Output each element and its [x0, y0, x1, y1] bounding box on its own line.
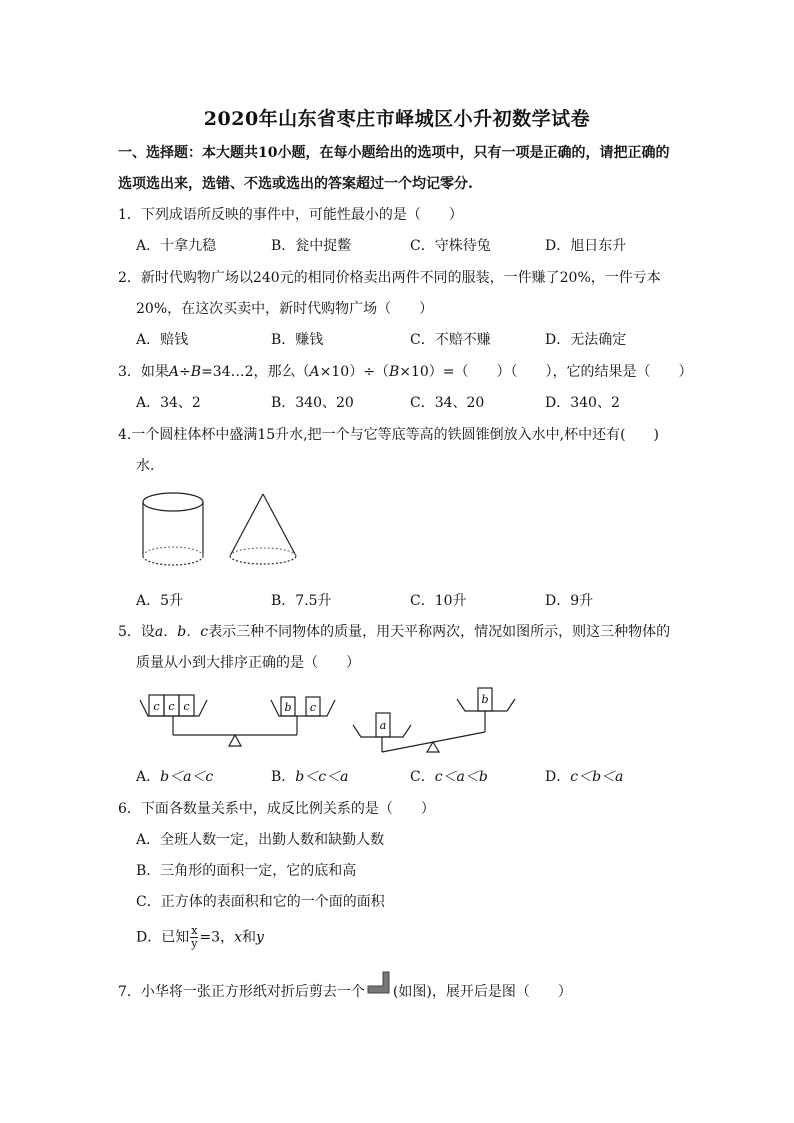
q2-option-b: B．赚钱	[271, 332, 324, 348]
question-5-stem-line2: 质量从小到大排序正确的是（ ）	[136, 655, 360, 671]
q2-option-d: D．无法确定	[545, 332, 627, 348]
q3-var-b2: B	[388, 364, 400, 380]
q5-option-d	[545, 767, 623, 787]
q5-option-a	[136, 767, 213, 787]
cutout-shape-icon	[367, 971, 391, 995]
q7-text-1: 7．小华将一张正方形纸对折后剪去一个	[118, 984, 365, 1000]
q3-text-1: 3．如果	[118, 364, 169, 380]
q5-option-d-label: D．	[545, 769, 571, 785]
q5-option-b-label: B．	[271, 769, 296, 785]
q6-var-x: x	[234, 929, 242, 946]
q1-option-b: B．瓮中捉鳖	[271, 238, 352, 254]
box-label-b1: b	[284, 701, 292, 714]
q2-option-c: C．不赔不赚	[410, 332, 491, 348]
q5-text-2: 表示三种不同物体的质量，用天平称两次，情况如图所示，则这三种物体的	[208, 624, 671, 640]
q4-option-c: C．10升	[410, 593, 467, 609]
question-3-stem	[118, 362, 693, 382]
q5-option-c-label: C．	[410, 769, 435, 785]
q5-option-d-expr: c＜b＜a	[570, 769, 624, 785]
q6-option-d-and: 和	[242, 929, 256, 946]
q6-var-y: y	[256, 929, 264, 946]
q6-option-d	[136, 925, 264, 950]
q5-text-1: 5．设	[118, 624, 155, 640]
question-2-stem-line1: 2．新时代购物广场以240元的相同价格卖出两件不同的服装，一件赚了20%，一件亏本	[118, 270, 661, 286]
q5-option-a-expr: b＜a＜c	[160, 769, 214, 785]
box-label-b2: b	[481, 693, 489, 706]
q5-variables: a．b．c	[154, 624, 209, 640]
q3-option-a: A．34、2	[136, 395, 201, 411]
box-label-c1: c	[153, 700, 160, 713]
question-5-stem-line1	[118, 622, 670, 642]
q6-option-d-eq: =3，	[199, 929, 235, 946]
q3-var-a2: A	[309, 364, 320, 380]
q6-option-b: B．三角形的面积一定，它的底和高	[136, 863, 357, 879]
question-7-stem	[118, 982, 572, 1002]
q5-option-b-expr: b＜c＜a	[295, 769, 349, 785]
q3-option-d: D．340、2	[545, 395, 620, 411]
q1-option-d: D．旭日东升	[545, 238, 627, 254]
q5-option-b	[271, 767, 348, 787]
q2-option-a: A．赔钱	[136, 332, 189, 348]
q3-text-4: ×10）÷（	[319, 364, 389, 380]
question-6-stem: 6．下面各数量关系中，成反比例关系的是（ ）	[118, 801, 435, 817]
box-label-c2: c	[168, 700, 175, 713]
question-4-stem-line2: 水．	[136, 458, 164, 474]
q6-option-c: C．正方体的表面积和它的一个面的面积	[136, 894, 385, 910]
fraction-x-over-y	[190, 925, 198, 950]
box-label-c3: c	[183, 700, 190, 713]
cylinder-shape	[143, 493, 203, 565]
page-title: 2020年山东省枣庄市峄城区小升初数学试卷	[203, 108, 591, 130]
q5-option-c-expr: c＜a＜b	[434, 769, 488, 785]
cylinder-cone-figure	[140, 490, 320, 570]
q6-option-a: A．全班人数一定，出勤人数和缺勤人数	[136, 832, 385, 848]
q4-option-a: A．5升	[136, 593, 184, 609]
q3-text-5: ×10）=（ ）（ ），它的结果是（ ）	[399, 364, 693, 380]
q3-option-c: C．34、20	[410, 395, 485, 411]
cone-shape	[230, 494, 296, 564]
q3-text-3: =34…2，那么（	[201, 364, 310, 380]
q3-option-b: B．340、20	[271, 395, 354, 411]
q3-text-2: ÷	[179, 364, 191, 380]
q3-var-b: B	[190, 364, 202, 380]
balance-scale-2	[353, 688, 515, 752]
q4-option-d: D．9升	[545, 593, 594, 609]
question-2-stem-line2: 20%，在这次买卖中，新时代购物广场（ ）	[136, 301, 434, 317]
fraction-denominator: y	[191, 937, 198, 950]
q3-var-a: A	[168, 364, 180, 380]
q6-option-d-prefix: D．已知	[136, 929, 190, 946]
q5-option-a-label: A．	[136, 769, 161, 785]
q1-option-c: C．守株待兔	[410, 238, 491, 254]
box-label-c4: c	[309, 701, 317, 714]
q5-option-c	[410, 767, 488, 787]
box-label-a: a	[379, 719, 387, 732]
q4-option-b: B．7.5升	[271, 593, 332, 609]
section-header-line1: 一、选择题：本大题共10小题，在每小题给出的选项中，只有一项是正确的，请把正确的	[118, 145, 670, 161]
question-1-stem: 1．下列成语所反映的事件中，可能性最小的是（ ）	[118, 207, 463, 223]
question-4-stem-line1: 4.一个圆柱体杯中盛满15升水,把一个与它等底等高的铁圆锥倒放入水中,杯中还有( )	[118, 427, 659, 443]
balance-scales-figure	[135, 683, 530, 758]
section-header-line2: 选项选出来，选错、不选或选出的答案超过一个均记零分.	[118, 176, 473, 192]
q1-option-a: A．十拿九稳	[136, 238, 217, 254]
fraction-numerator: x	[191, 924, 198, 937]
q7-text-2: (如图)，展开后是图（ ）	[392, 984, 572, 1000]
